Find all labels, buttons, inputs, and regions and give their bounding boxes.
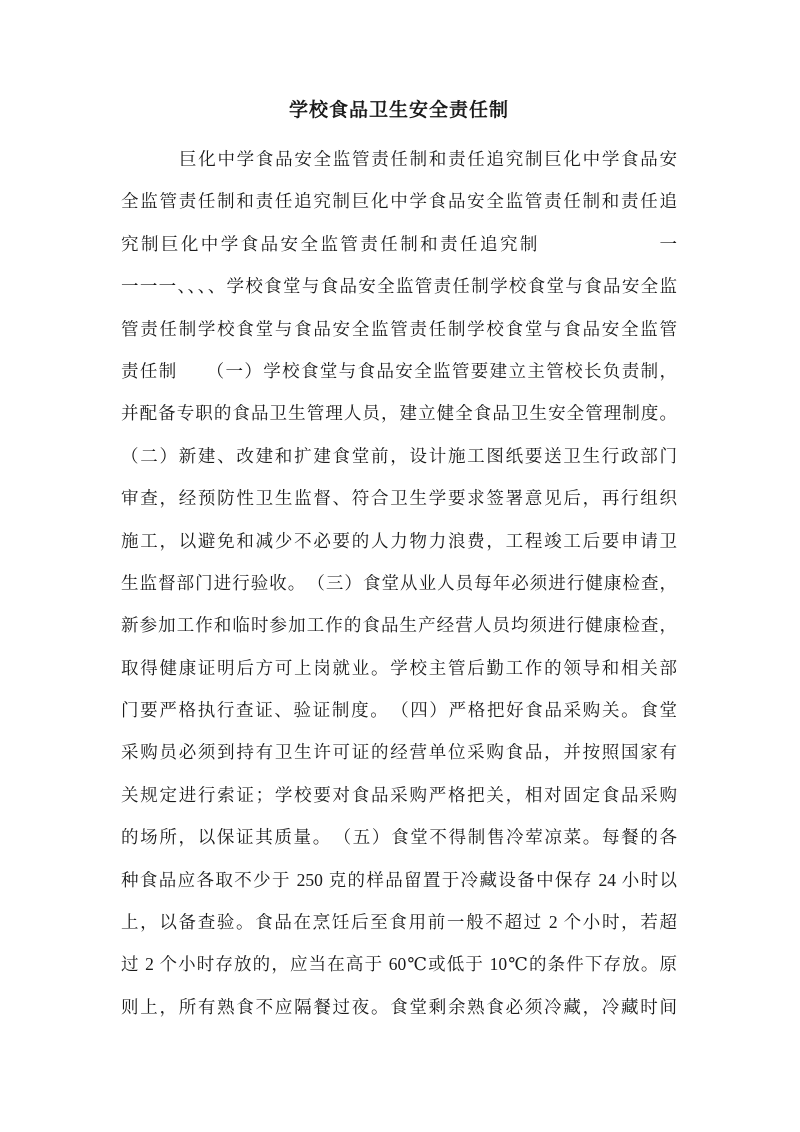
document-title: 学校食品卫生安全责任制 (288, 100, 509, 121)
text-line: 过 2 个小时存放的，应当在高于 60℃或低于 10℃的条件下存放。原 (121, 954, 677, 975)
text-line: 新参加工作和临时参加工作的食品生产经营人员均须进行健康检查， (121, 615, 677, 636)
text-line: 则上，所有熟食不应隔餐过夜。食堂剩余熟食必须冷藏，冷藏时间 (121, 996, 677, 1017)
text-line: 取得健康证明后方可上岗就业。学校主管后勤工作的领导和相关部 (121, 657, 677, 678)
text-line: 责任制 （一）学校食堂与食品安全监管要建立主管校长负责制， (121, 360, 677, 381)
text-line: 的场所，以保证其质量。 （五）食堂不得制售冷荤凉菜。每餐的各 (121, 827, 677, 848)
text-line: 施工，以避免和减少不必要的人力物力浪费，工程竣工后要申请卫 (121, 530, 677, 551)
text-line: 全监管责任制和责任追究制巨化中学食品安全监管责任制和责任追 (121, 191, 677, 212)
text-line: 一一一、、、、学校食堂与食品安全监管责任制学校食堂与食品安全监 (121, 276, 677, 297)
text-line: 究制巨化中学食品安全监管责任制和责任追究制 一 (121, 233, 677, 254)
text-line: 采购员必须到持有卫生许可证的经营单位采购食品，并按照国家有 (121, 742, 677, 763)
text-line: 门要严格执行查证、验证制度。 （四）严格把好食品采购关。食堂 (121, 700, 677, 721)
text-line: （二）新建、改建和扩建食堂前，设计施工图纸要送卫生行政部门 (121, 445, 677, 466)
text-line: 关规定进行索证；学校要对食品采购严格把关，相对固定食品采购 (121, 784, 677, 805)
text-line: 上，以备查验。食品在烹饪后至食用前一般不超过 2 个小时，若超 (121, 912, 677, 933)
document-body (121, 138, 677, 1028)
text-line: 审查，经预防性卫生监督、符合卫生学要求签署意见后，再行组织 (121, 488, 677, 509)
text-line: 巨化中学食品安全监管责任制和责任追究制巨化中学食品安 (179, 149, 677, 169)
text-line: 种食品应各取不少于 250 克的样品留置于冷藏设备中保存 24 小时以 (121, 869, 677, 890)
text-line: 管责任制学校食堂与食品安全监管责任制学校食堂与食品安全监管 (121, 318, 677, 339)
text-line: 并配备专职的食品卫生管理人员，建立健全食品卫生安全管理制度。 (121, 403, 677, 424)
text-line: 生监督部门进行验收。 （三）食堂从业人员每年必须进行健康检查， (121, 572, 677, 593)
